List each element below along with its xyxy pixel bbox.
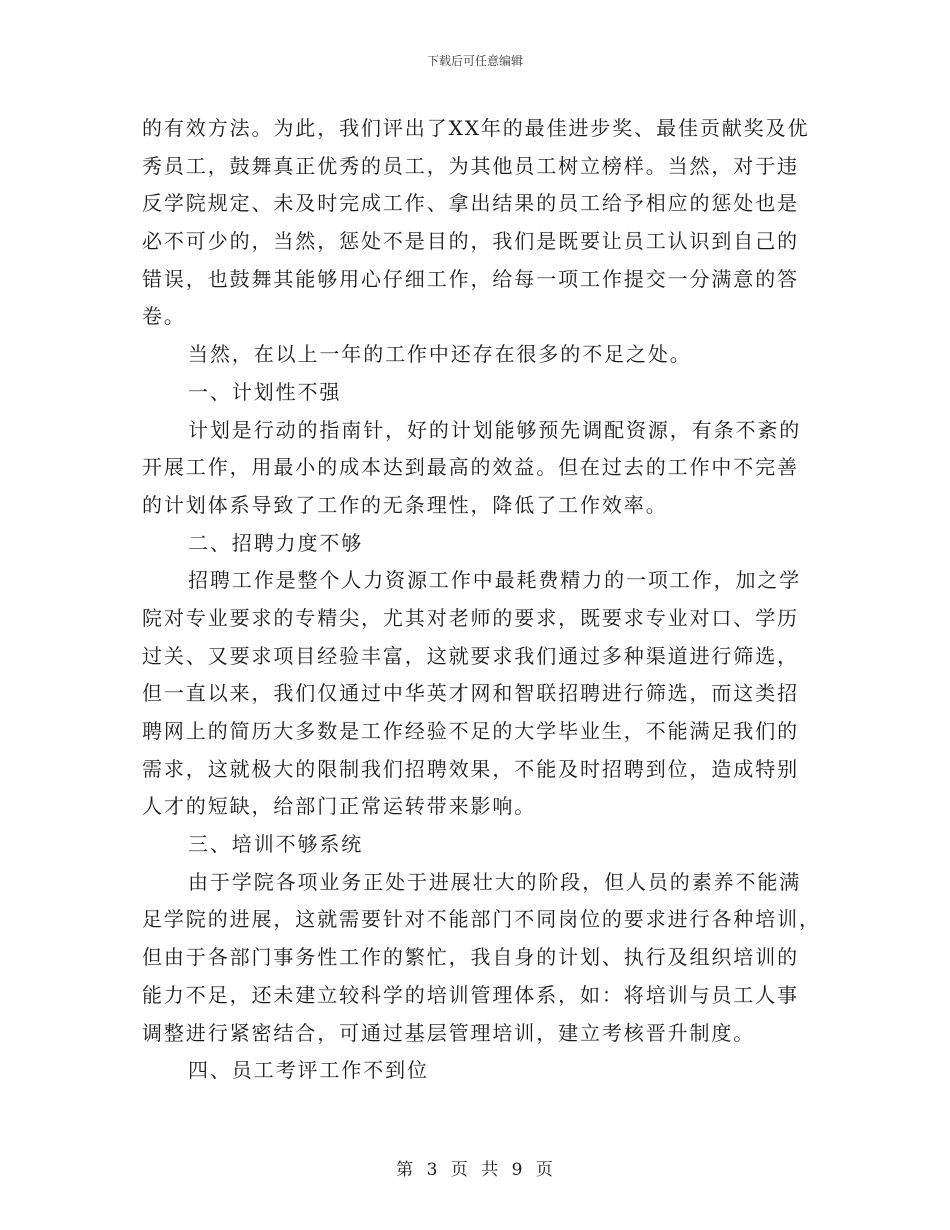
text-line: 开展工作，用最小的成本达到最高的效益。但在过去的工作中不完善 [142, 455, 799, 480]
text-line: 计划是行动的指南针，好的计划能够预先调配资源，有条不紊的 [188, 417, 802, 442]
text-line: 由于学院各项业务正处于进展壮大的阶段，但人员的素养不能满 [188, 869, 802, 894]
page-header: 下载后可任意编辑 [426, 54, 523, 68]
text-line: 但一直以来，我们仅通过中华英才网和智联招聘进行筛选，而这类招 [142, 681, 799, 706]
text-line: 必不可少的，当然，惩处不是目的，我们是既要让员工认识到自己的 [142, 229, 799, 254]
text-line: 一、计划性不强 [188, 379, 342, 404]
text-line: 过关、又要求项目经验丰富，这就要求我们通过多种渠道进行筛选， [142, 643, 799, 668]
text-line: 秀员工，鼓舞真正优秀的员工，为其他员工树立榜样。当然，对于违 [142, 153, 799, 178]
text-line: 卷。 [142, 304, 186, 329]
text-line: 三、培训不够系统 [188, 832, 364, 857]
text-line: 二、招聘力度不够 [188, 530, 364, 555]
document-body [142, 110, 821, 1090]
text-line: 能力不足，还未建立较科学的培训管理体系，如：将培训与员工人事 [142, 982, 799, 1007]
text-line: 招聘工作是整个人力资源工作中最耗费精力的一项工作，加之学 [188, 568, 802, 593]
text-line: 足学院的进展，这就需要针对不能部门不同岗位的要求进行各种培训， [142, 907, 821, 932]
text-line: 需求，这就极大的限制我们招聘效果，不能及时招聘到位，造成特别 [142, 756, 799, 781]
text-line: 错误，也鼓舞其能够用心仔细工作，给每一项工作提交一分满意的答 [142, 266, 799, 291]
text-line: 聘网上的简历大多数是工作经验不足的大学毕业生，不能满足我们的 [142, 719, 799, 743]
text-line: 的有效方法。为此，我们评出了XX年的最佳进步奖、最佳贡献奖及优 [142, 116, 810, 140]
text-line: 的计划体系导致了工作的无条理性，降低了工作效率。 [142, 492, 668, 517]
text-line: 四、员工考评工作不到位 [188, 1058, 429, 1083]
text-line: 院对专业要求的专精尖，尤其对老师的要求，既要求专业对口、学历 [142, 605, 799, 630]
text-line: 人才的短缺，给部门正常运转带来影响。 [142, 794, 537, 819]
text-line: 当然，在以上一年的工作中还存在很多的不足之处。 [188, 342, 692, 367]
text-line: 反学院规定、未及时完成工作、拿出结果的员工给予相应的惩处也是 [142, 191, 799, 216]
text-line: 调整进行紧密结合，可通过基层管理培训，建立考核晋升制度。 [142, 1020, 756, 1045]
page-footer: 第 3 页 共 9 页 [396, 1160, 554, 1180]
text-line: 但由于各部门事务性工作的繁忙，我自身的计划、执行及组织培训的 [142, 945, 799, 970]
